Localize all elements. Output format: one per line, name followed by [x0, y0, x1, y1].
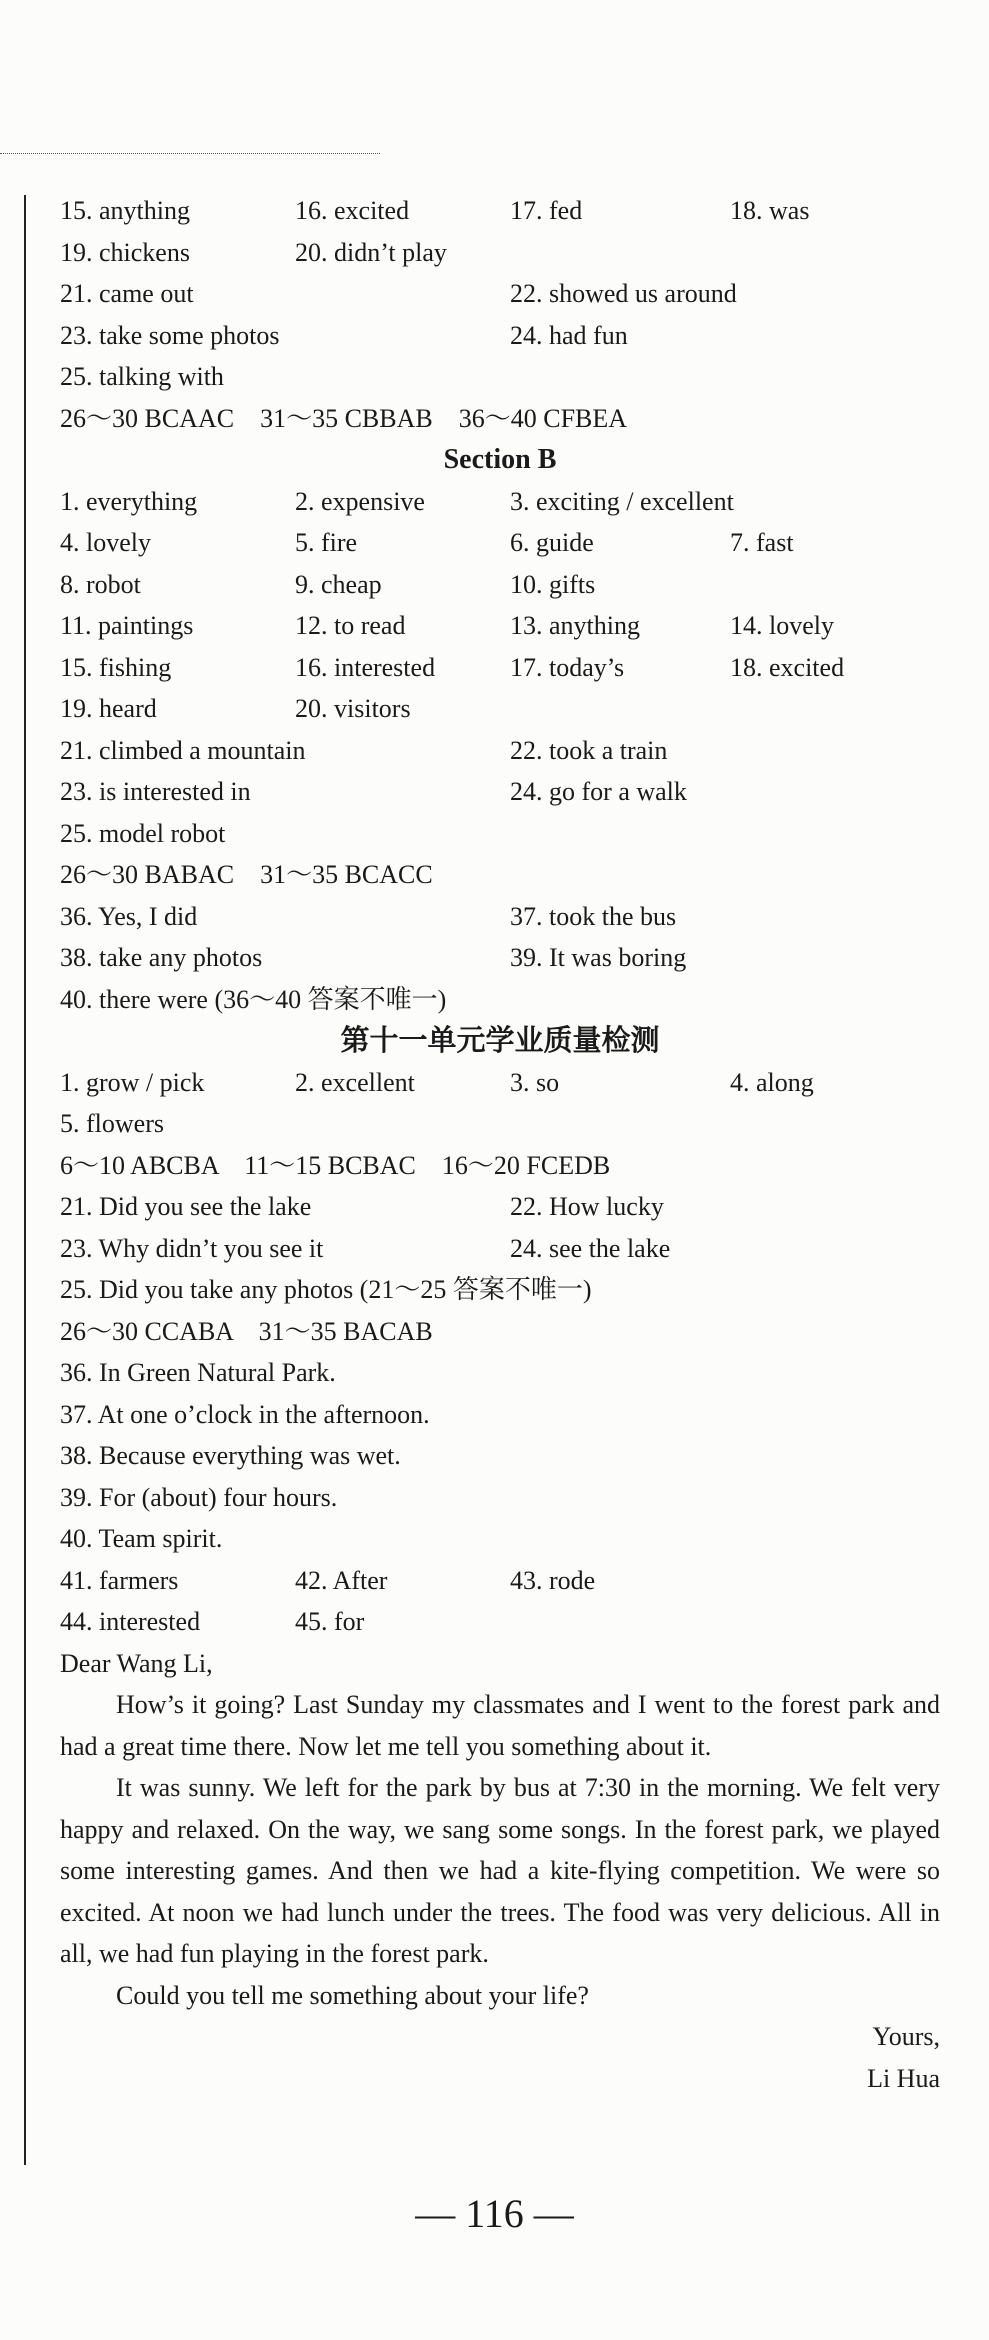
answer-item: 6. guide [510, 528, 594, 557]
answer-item: 36. Yes, I did [60, 901, 198, 931]
answer-item: 45. for [295, 1607, 365, 1636]
answer-row [60, 979, 940, 1021]
answer-item: 42. After [295, 1565, 388, 1595]
answer-row [60, 398, 940, 440]
answer-item: 21. climbed a mountain [60, 735, 306, 765]
unit11-heading: 第十一单元学业质量检测 [340, 1023, 660, 1057]
answer-item: 12. to read [295, 611, 406, 640]
answer-row [60, 1477, 940, 1519]
answer-item: 36. In Green Natural Park. [60, 1358, 336, 1387]
answer-item: 38. take any photos [60, 943, 263, 972]
answer-item: 40. there were (36～40 答案不唯一) [60, 984, 447, 1014]
letter-paragraph: How’s it going? Last Sunday my classmates and I went to the forest park and had a great time there. Now let me tell you something about it. [60, 1690, 940, 1761]
answer-item: 38. Because everything was wet. [60, 1441, 401, 1470]
letter-paragraph: Could you tell me something about your life? [116, 1980, 589, 2010]
answer-row [60, 937, 940, 979]
answer-item: 14. lovely [730, 611, 834, 640]
section-b-answer-block [60, 481, 940, 1021]
answer-row [60, 896, 940, 938]
answer-item: 26～30 BCAAC 31～35 CBBAB 36～40 CFBEA [60, 403, 628, 433]
answer-row [60, 1186, 940, 1228]
answer-item: 3. so [510, 1067, 560, 1097]
answer-row [60, 647, 940, 689]
letter-signature: Li Hua [867, 2063, 940, 2093]
answer-item: 20. visitors [295, 694, 411, 723]
answer-row [60, 232, 940, 274]
answer-item: 25. model robot [60, 818, 226, 848]
letter-paragraph: It was sunny. We left for the park by bus at 7:30 in the morning. We felt very happy and relaxed. On the way, we sang some songs. In the forest park, we played some interesting games. And then we had a kite-flying competition. We were so excited. At noon we had lunch under the trees. The food was very delicious. All in all, we had fun playing in the forest park. [60, 1773, 940, 1968]
answer-row [60, 854, 940, 896]
answer-item: 15. fishing [60, 652, 172, 682]
answer-item: 21. came out [60, 279, 194, 308]
answer-item: 2. excellent [295, 1067, 415, 1097]
answer-item: 19. chickens [60, 237, 190, 267]
answer-content [60, 190, 940, 2099]
answer-item: 6～10 ABCBA 11～15 BCBAC 16～20 FCEDB [60, 1150, 611, 1180]
answer-item: 3. exciting / excellent [510, 486, 734, 516]
answer-row [60, 730, 940, 772]
answer-item: 39. It was boring [510, 943, 687, 972]
answer-item: 40. Team spirit. [60, 1524, 223, 1553]
answer-item: 7. fast [730, 528, 794, 557]
answer-row [60, 605, 940, 647]
answer-row [60, 688, 940, 730]
answer-item: 44. interested [60, 1607, 201, 1636]
answer-item: 37. At one o’clock in the afternoon. [60, 1399, 430, 1429]
answer-item: 23. is interested in [60, 777, 251, 806]
answer-row [60, 1435, 940, 1477]
answer-item: 21. Did you see the lake [60, 1192, 312, 1221]
answer-item: 23. take some photos [60, 320, 280, 350]
answer-item: 39. For (about) four hours. [60, 1482, 338, 1512]
answer-item: 5. fire [295, 528, 358, 557]
answer-item: 17. fed [510, 196, 583, 225]
answer-item: 11. paintings [60, 611, 194, 640]
answer-item: 19. heard [60, 694, 157, 723]
answer-row [60, 1352, 940, 1394]
unit10-answer-block [60, 190, 940, 439]
answer-item: 16. interested [295, 652, 436, 682]
answer-item: 22. How lucky [510, 1192, 664, 1221]
answer-row [60, 771, 940, 813]
unit11-answer-block [60, 1062, 940, 1643]
answer-item: 17. today’s [510, 652, 625, 682]
answer-item: 22. showed us around [510, 279, 737, 308]
answer-row [60, 1062, 940, 1104]
answer-row [60, 1560, 940, 1602]
answer-item: 10. gifts [510, 569, 596, 599]
answer-item: 8. robot [60, 569, 141, 599]
top-dotted-rule [0, 153, 380, 154]
answer-row [60, 1269, 940, 1311]
answer-item: 9. cheap [295, 569, 382, 599]
answer-item: 2. expensive [295, 486, 425, 516]
letter [60, 1643, 940, 2100]
answer-item: 13. anything [510, 611, 640, 640]
answer-item: 18. was [730, 196, 810, 225]
answer-item: 1. everything [60, 486, 198, 516]
answer-item: 4. lovely [60, 528, 151, 557]
answer-item: 1. grow / pick [60, 1067, 205, 1097]
answer-row [60, 1145, 940, 1187]
answer-item: 24. had fun [510, 320, 628, 350]
answer-item: 25. talking with [60, 362, 224, 391]
answer-item: 24. see the lake [510, 1233, 671, 1263]
answer-row [60, 190, 940, 232]
answer-row [60, 481, 940, 523]
answer-row [60, 1601, 940, 1643]
left-margin-rule [24, 195, 26, 2165]
answer-item: 4. along [730, 1067, 814, 1097]
answer-row [60, 1103, 940, 1145]
answer-row [60, 1394, 940, 1436]
answer-row [60, 522, 940, 564]
answer-row [60, 1228, 940, 1270]
answer-row [60, 356, 940, 398]
answer-item: 23. Why didn’t you see it [60, 1233, 324, 1263]
answer-item: 41. farmers [60, 1565, 179, 1595]
answer-item: 26～30 BABAC 31～35 BCACC [60, 860, 433, 889]
answer-item: 20. didn’t play [295, 237, 447, 267]
letter-closing: Yours, [872, 2022, 940, 2051]
section-b-heading: Section B [443, 444, 557, 475]
answer-item: 26～30 CCABA 31～35 BACAB [60, 1316, 433, 1346]
answer-item: 25. Did you take any photos (21～25 答案不唯一) [60, 1275, 592, 1304]
answer-row [60, 273, 940, 315]
answer-item: 18. excited [730, 652, 845, 682]
answer-row [60, 813, 940, 855]
answer-row [60, 315, 940, 357]
answer-item: 43. rode [510, 1565, 596, 1595]
answer-item: 22. took a train [510, 735, 668, 765]
answer-item: 37. took the bus [510, 901, 677, 931]
answer-row [60, 1311, 940, 1353]
answer-row [60, 564, 940, 606]
answer-row [60, 1518, 940, 1560]
letter-salutation: Dear Wang Li, [60, 1648, 213, 1678]
page-number: — 116 — [415, 2191, 574, 2236]
answer-item: 5. flowers [60, 1109, 164, 1138]
answer-item: 24. go for a walk [510, 777, 687, 806]
answer-item: 16. excited [295, 196, 410, 225]
answer-item: 15. anything [60, 196, 190, 225]
